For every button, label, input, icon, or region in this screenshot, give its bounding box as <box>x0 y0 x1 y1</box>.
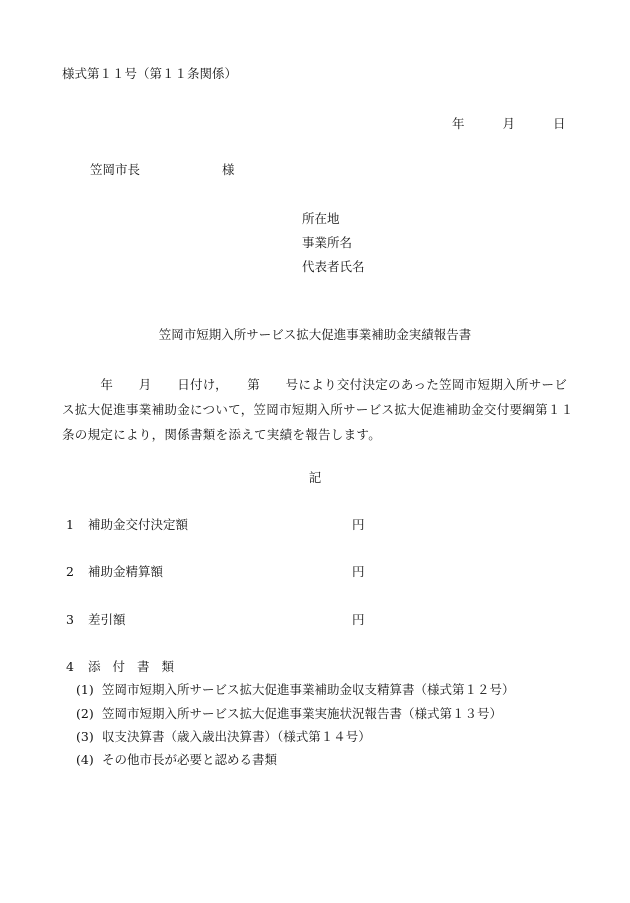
date-day-label: 日 <box>553 116 566 131</box>
attachment-text: 収支決算書（歳入歳出決算書）（様式第１４号） <box>102 729 371 744</box>
item-unit: 円 <box>352 612 365 627</box>
ki-marker: 記 <box>308 470 322 485</box>
attachment-item <box>76 729 371 744</box>
item-label: 補助金精算額 <box>88 564 164 579</box>
item-label: 差引額 <box>88 612 126 627</box>
item-unit: 円 <box>352 564 365 579</box>
attachments-label: 添付書類 <box>88 659 187 674</box>
form-number: 様式第１１号（第１１条関係） <box>62 66 238 81</box>
date-month-label: 月 <box>502 116 516 131</box>
item-grant-decision-amount <box>66 517 365 532</box>
item-number: 2 <box>66 564 74 579</box>
attachment-item <box>76 706 502 721</box>
addressee-honorific: 様 <box>222 162 235 177</box>
document-title: 笠岡市短期入所サービス拡大促進事業補助金実績報告書 <box>158 327 472 342</box>
date-year-label: 年 <box>452 116 465 131</box>
attachment-number: (2) <box>76 706 94 721</box>
attachment-number: (3) <box>76 729 94 744</box>
item-number: 3 <box>66 612 74 627</box>
attachment-text: 笠岡市短期入所サービス拡大促進事業実施状況報告書（様式第１３号） <box>102 706 503 721</box>
date-line <box>452 116 580 131</box>
attachment-number: (4) <box>76 752 94 767</box>
applicant-business-label: 事業所名 <box>302 235 353 250</box>
attachments-number: 4 <box>66 659 74 674</box>
applicant-address-label: 所在地 <box>302 211 340 226</box>
attachment-text: 笠岡市短期入所サービス拡大促進事業補助金収支精算書（様式第１２号） <box>102 682 515 697</box>
body-paragraph: 年 月 日付け， 第 号により交付決定のあった笠岡市短期入所サービス拡大促進事業補助金について，笠岡市短期入所サービス拡大促進補助金交付要綱第１１条の規定により，関係書類を添えて実績を報告します。 <box>62 377 574 442</box>
item-unit: 円 <box>352 517 365 532</box>
item-grant-settlement-amount <box>66 564 365 579</box>
applicant-representative-label: 代表者氏名 <box>302 259 365 274</box>
attachment-item <box>76 752 277 767</box>
attachments-heading <box>66 659 186 674</box>
addressee <box>90 162 235 177</box>
attachment-item <box>76 682 515 697</box>
item-label: 補助金交付決定額 <box>88 517 189 532</box>
attachment-text: その他市長が必要と認める書類 <box>102 752 278 767</box>
item-difference-amount <box>66 612 365 627</box>
addressee-name: 笠岡市長 <box>90 162 141 177</box>
item-number: 1 <box>66 517 74 532</box>
attachment-number: (1) <box>76 682 94 697</box>
